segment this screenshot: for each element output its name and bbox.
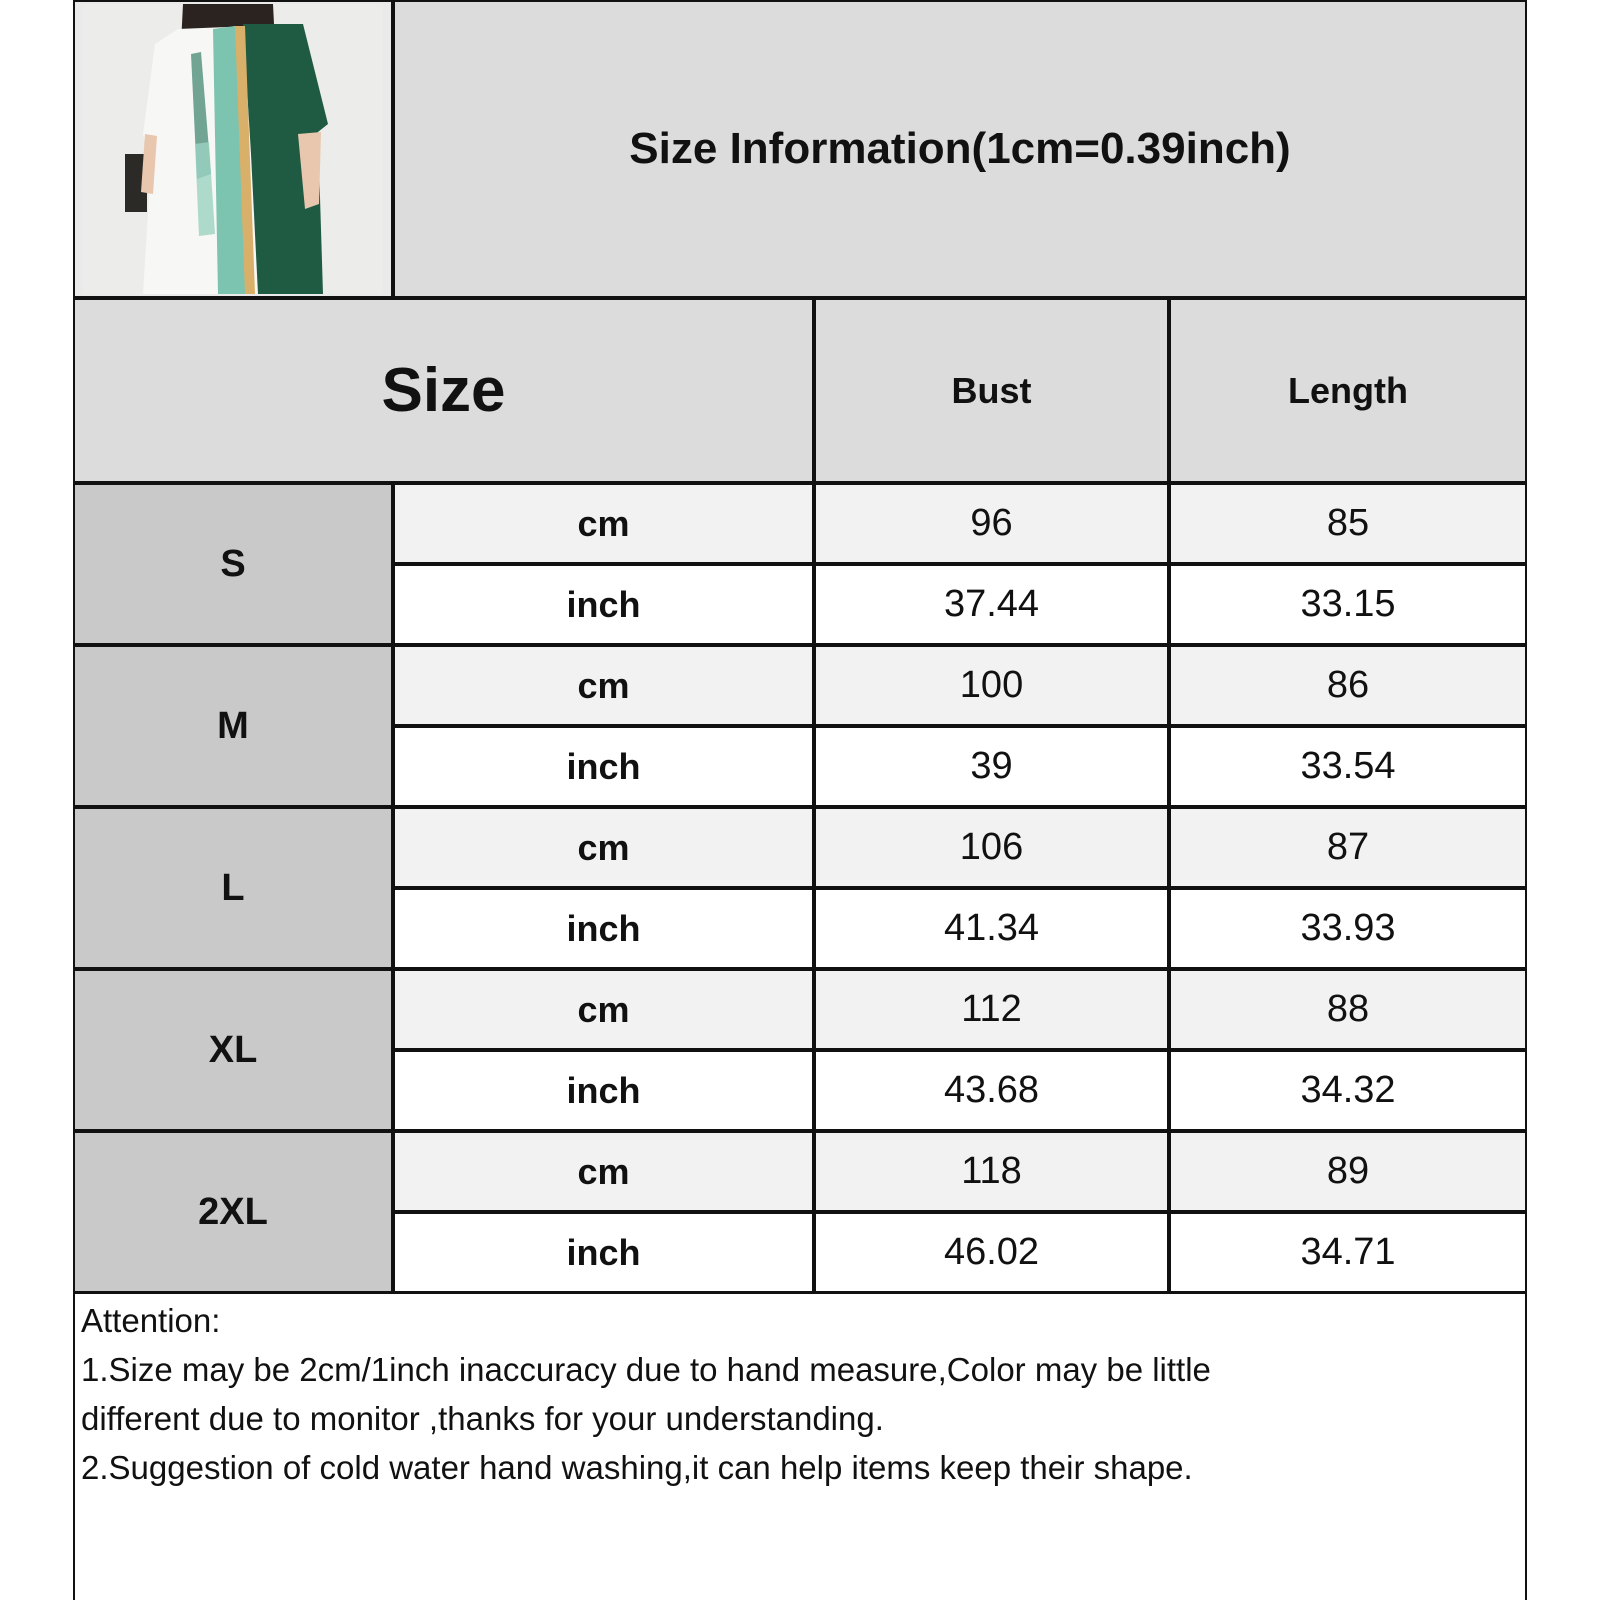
length-value: 86 (1169, 645, 1527, 726)
bust-value: 41.34 (814, 888, 1169, 969)
length-value: 87 (1169, 807, 1527, 888)
bust-value: 37.44 (814, 564, 1169, 645)
unit-cell: cm (393, 1131, 814, 1212)
size-label: L (73, 807, 393, 969)
length-value: 89 (1169, 1131, 1527, 1212)
notes-line: 1.Size may be 2cm/1inch inaccuracy due to hand measure,Color may be little (81, 1351, 1211, 1388)
bust-value: 106 (814, 807, 1169, 888)
unit-cell: inch (393, 726, 814, 807)
length-value: 33.93 (1169, 888, 1527, 969)
notes-line: 2.Suggestion of cold water hand washing,it can help items keep their shape. (81, 1449, 1193, 1486)
bust-value: 96 (814, 483, 1169, 564)
product-photo (73, 0, 393, 298)
unit-cell: cm (393, 807, 814, 888)
page-title: Size Information(1cm=0.39inch) (393, 0, 1527, 298)
attention-notes (73, 1292, 1527, 1600)
bust-value: 39 (814, 726, 1169, 807)
bust-value: 118 (814, 1131, 1169, 1212)
unit-cell: cm (393, 645, 814, 726)
length-column-header: Length (1169, 298, 1527, 483)
length-value: 85 (1169, 483, 1527, 564)
length-value: 34.32 (1169, 1050, 1527, 1131)
size-label: M (73, 645, 393, 807)
notes-heading: Attention: (81, 1302, 221, 1339)
dress-photo-icon (83, 4, 383, 294)
unit-cell: inch (393, 1050, 814, 1131)
bust-value: 46.02 (814, 1212, 1169, 1293)
unit-cell: inch (393, 564, 814, 645)
length-value: 33.54 (1169, 726, 1527, 807)
length-value: 33.15 (1169, 564, 1527, 645)
unit-cell: inch (393, 1212, 814, 1293)
bust-value: 112 (814, 969, 1169, 1050)
bust-value: 43.68 (814, 1050, 1169, 1131)
length-value: 88 (1169, 969, 1527, 1050)
notes-line: different due to monitor ,thanks for your understanding. (81, 1400, 884, 1437)
unit-cell: cm (393, 969, 814, 1050)
size-column-header: Size (73, 298, 814, 483)
size-label: 2XL (73, 1131, 393, 1293)
unit-cell: cm (393, 483, 814, 564)
size-label: S (73, 483, 393, 645)
unit-cell: inch (393, 888, 814, 969)
bust-column-header: Bust (814, 298, 1169, 483)
bust-value: 100 (814, 645, 1169, 726)
length-value: 34.71 (1169, 1212, 1527, 1293)
size-label: XL (73, 969, 393, 1131)
